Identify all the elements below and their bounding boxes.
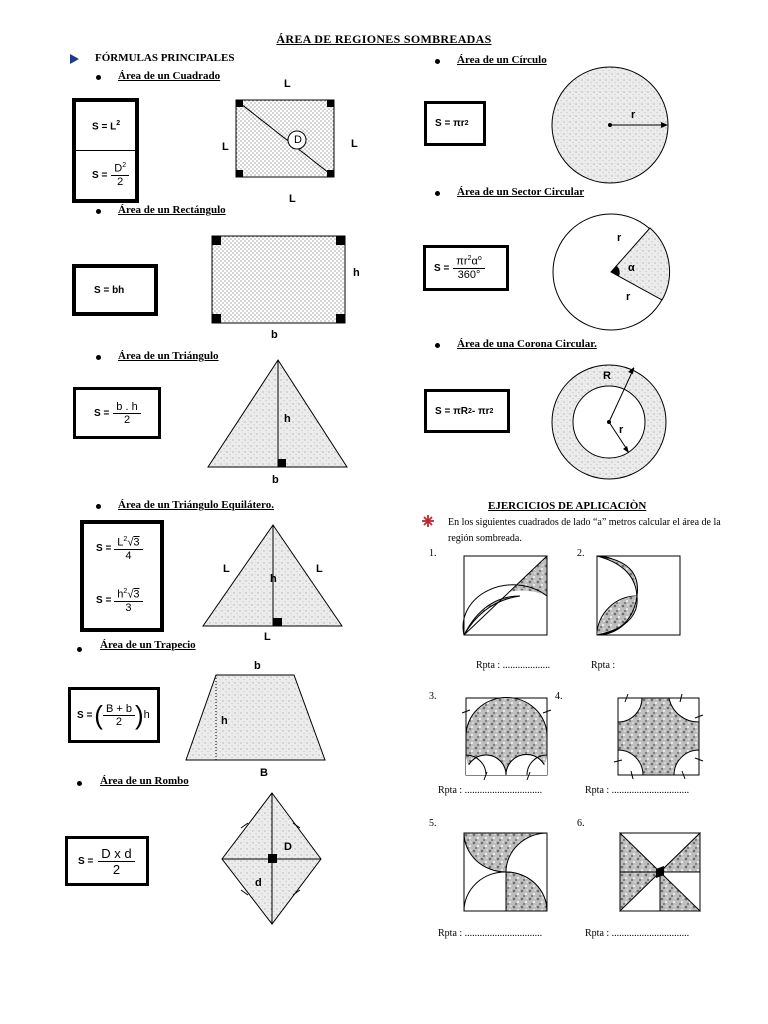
square-heading: Área de un Cuadrado <box>118 70 221 82</box>
triangle-h-label: h <box>284 413 291 425</box>
circle-formula-box: S = πr 2 <box>424 101 486 146</box>
rectangle-h-label: h <box>353 267 360 279</box>
sector-r-top-label: r <box>617 232 622 244</box>
square-formula-2-frac: $\frac{D^2}{2}$ <box>111 162 129 188</box>
exercises-instruction: En los siguientes cuadrados de lado “a” metros calcular el área de la región sombreada. <box>448 517 721 544</box>
exercise-number: 3. <box>429 691 437 702</box>
exercise-3-figure <box>466 698 548 778</box>
star-bullet-icon <box>422 515 434 527</box>
corona-r-label: r <box>619 424 624 436</box>
page-title: ÁREA DE REGIONES SOMBREADAS <box>276 32 492 46</box>
bullet-icon <box>96 355 101 360</box>
bullet-icon <box>435 59 440 64</box>
square-diagonal-label: D <box>294 134 302 146</box>
trapezoid-figure <box>186 675 326 761</box>
circle-heading: Área de un Círculo <box>457 54 547 66</box>
bullet-icon <box>96 75 101 80</box>
trapezoid-b-label: b <box>254 660 261 672</box>
square-figure <box>236 100 336 178</box>
exercise-2-rpta: Rpta : <box>591 660 616 671</box>
square-bottom-label: L <box>289 193 296 205</box>
square-formula-2-lhs: S = <box>92 169 108 181</box>
arrow-bullet-icon <box>70 54 80 64</box>
exercise-5-figure <box>464 833 548 913</box>
equilateral-heading: Área de un Triángulo Equilátero. <box>118 499 274 511</box>
exercise-2-figure <box>597 556 681 636</box>
triangle-b-label: b <box>272 474 279 486</box>
square-formula-box <box>72 98 139 203</box>
trapezoid-formula-box: S = ( $\frac{B + b}{2}$ ) h <box>68 687 160 743</box>
triangle-heading: Área de un Triángulo <box>118 350 219 362</box>
bullet-icon <box>96 504 101 509</box>
bullet-icon <box>77 647 82 652</box>
bullet-icon <box>435 191 440 196</box>
equilateral-bottom-label: L <box>264 631 271 643</box>
equilateral-h-label: h <box>270 573 277 585</box>
square-right-label: L <box>351 138 358 150</box>
rhombus-figure <box>222 793 322 925</box>
trapezoid-B-label: B <box>260 767 268 779</box>
circle-figure <box>551 66 671 186</box>
triangle-formula-box: S = $\frac{b . h}{2}$ <box>73 387 161 439</box>
exercise-6-rpta: Rpta : ............................... <box>585 928 690 939</box>
sector-formula-box: S = $\frac{\pi r^2\alpha^o}{360^\circ}$ <box>423 245 509 291</box>
equilateral-right-label: L <box>316 563 323 575</box>
exercise-number: 5. <box>429 818 437 829</box>
sector-alpha-label: α <box>628 262 635 274</box>
bullet-icon <box>435 343 440 348</box>
sector-r-bottom-label: r <box>626 291 631 303</box>
exercise-4-figure <box>618 698 700 778</box>
circle-r-label: r <box>631 109 636 121</box>
exercise-number: 2. <box>577 548 585 559</box>
exercise-5-rpta: Rpta : ............................... <box>438 928 543 939</box>
rectangle-heading: Área de un Rectángulo <box>118 204 226 216</box>
main-formulas-heading: FÓRMULAS PRINCIPALES <box>95 52 235 64</box>
sector-figure <box>552 213 672 333</box>
exercise-number: 4. <box>555 691 563 702</box>
rhombus-D-label: D <box>284 841 292 853</box>
exercise-number: 1. <box>429 548 437 559</box>
exercise-6-figure <box>620 833 702 913</box>
rhombus-d-label: d <box>255 877 262 889</box>
square-formula-1: $S = L^2$ <box>92 119 121 133</box>
square-top-label: L <box>284 78 291 90</box>
exercise-4-rpta: Rpta : ............................... <box>585 785 690 796</box>
corona-formula-box: S = πR 2 - πr 2 <box>424 389 510 433</box>
equilateral-left-label: L <box>223 563 230 575</box>
corona-heading: Área de una Corona Circular. <box>457 338 597 350</box>
rhombus-formula-box: S = $\frac{\text{D x d}}{2}$ <box>65 836 149 886</box>
rectangle-b-label: b <box>271 329 278 341</box>
sector-heading: Área de un Sector Circular <box>457 186 585 198</box>
equilateral-formula-box: S = $\frac{L^2√3}{4}$ S = $\frac{h^2√3}{3}$ <box>80 520 164 632</box>
bullet-icon <box>77 781 82 786</box>
triangle-figure <box>208 360 348 468</box>
rectangle-formula-box: S = bh <box>72 264 158 316</box>
trapezoid-heading: Área de un Trapecio <box>100 639 196 651</box>
exercises-heading: EJERCICIOS DE APLICACIÒN <box>488 500 647 512</box>
square-left-label: L <box>222 141 229 153</box>
trapezoid-h-label: h <box>221 715 228 727</box>
exercise-1-rpta: Rpta : ................... <box>476 660 551 671</box>
exercise-3-rpta: Rpta : ............................... <box>438 785 543 796</box>
corona-R-label: R <box>603 370 611 382</box>
exercise-number: 6. <box>577 818 585 829</box>
rectangle-figure <box>212 236 346 324</box>
exercise-1-figure <box>464 556 548 636</box>
bullet-icon <box>96 209 101 214</box>
rhombus-heading: Área de un Rombo <box>100 775 189 787</box>
